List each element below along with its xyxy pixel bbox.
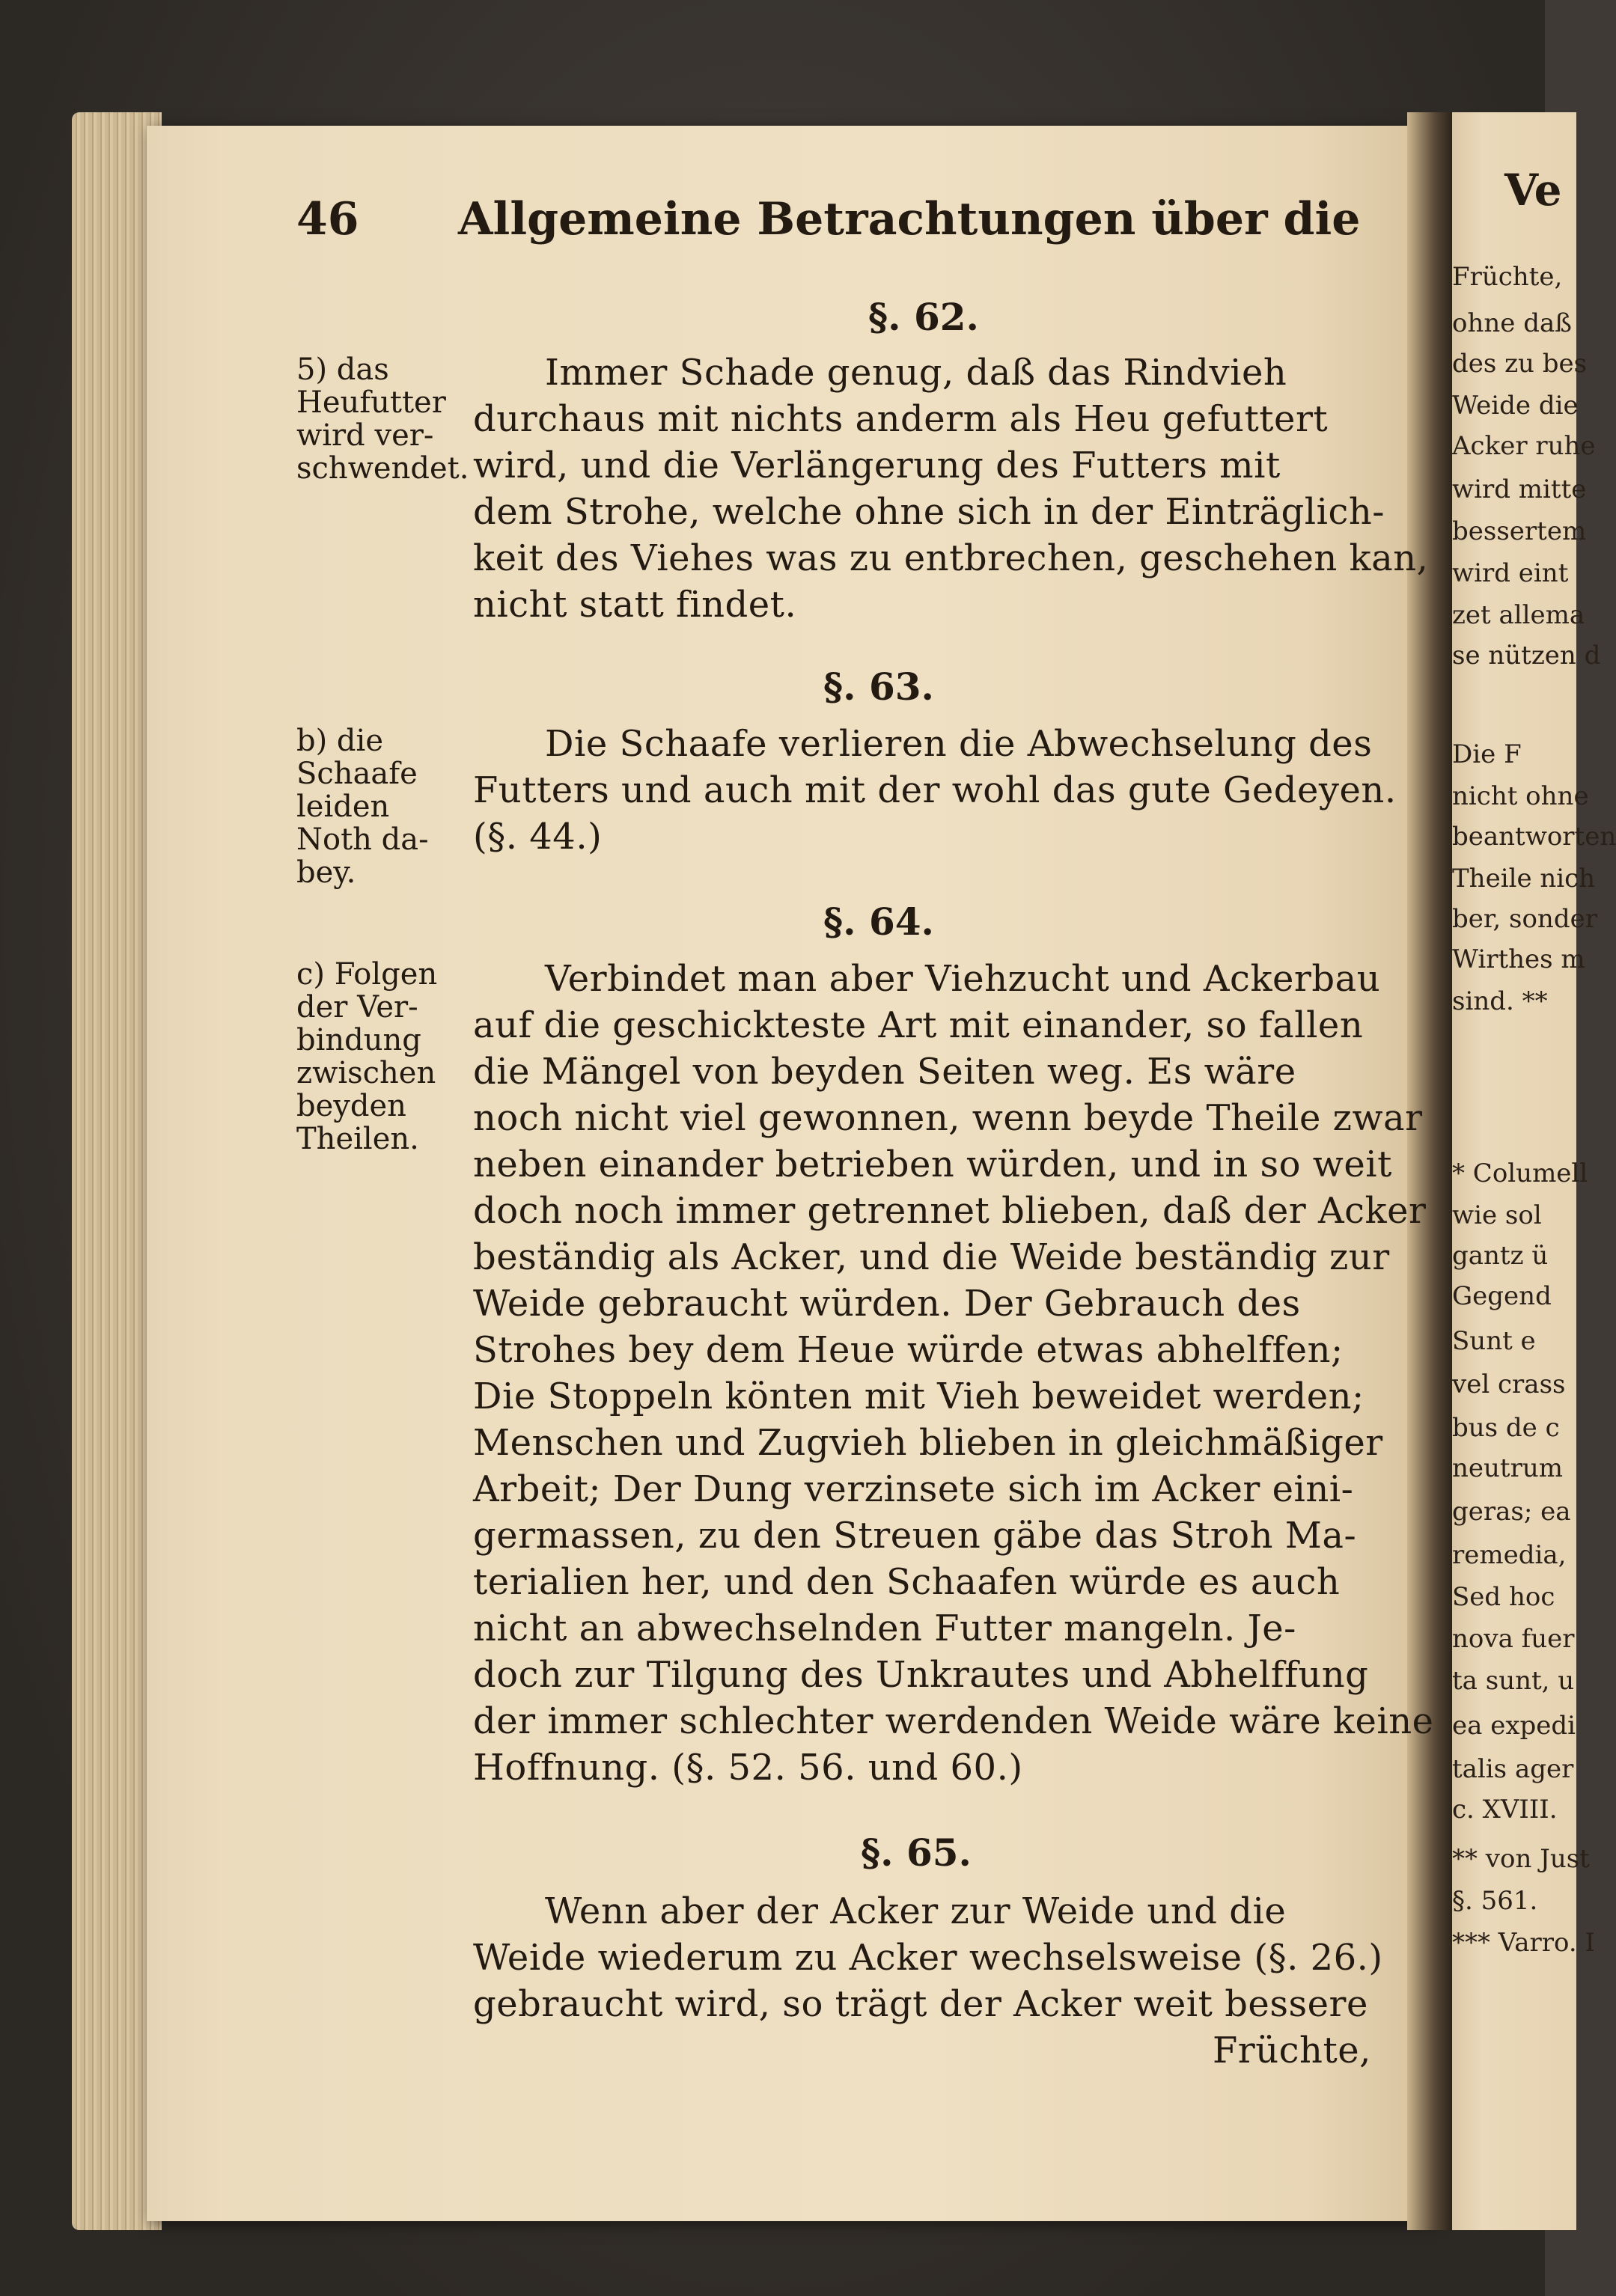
body-line: Weide wiederum zu Acker wechselsweise (§. 26.) [473,1937,1383,1979]
book-gutter [1407,112,1452,2230]
margin-note [296,958,437,1155]
right-page-line: des zu bes [1452,349,1588,379]
margin-note-line: c) Folgen [296,957,438,992]
margin-note-line: leiden [296,790,390,824]
right-page-line: neutrum [1452,1453,1563,1483]
right-page-line: nova fuer [1452,1624,1575,1654]
body-line: Weide gebraucht würden. Der Gebrauch des [473,1283,1301,1325]
right-page-head: Ve [1504,165,1562,216]
body-line: germassen, zu den Streuen gäbe das Stroh Ma- [473,1515,1357,1557]
book-page-right [1442,112,1616,2230]
body-line: doch zur Tilgung des Unkrautes und Abhelffung [473,1654,1369,1696]
margin-note-line: wird ver- [296,418,434,453]
right-page-line: bus de c [1452,1413,1560,1443]
right-page-line: wird mitte [1452,474,1587,504]
right-page-line: Sunt e [1452,1326,1536,1356]
body-line: Futters und auch mit der wohl das gute Gedeyen. [473,769,1397,811]
right-page-line: Weide die [1452,391,1579,421]
body-line: Hoffnung. (§. 52. 56. und 60.) [473,1747,1023,1789]
right-page-line: Wirthes m [1452,944,1585,974]
right-page-line: geras; ea [1452,1497,1571,1527]
body-line: Die Schaafe verlieren die Abwechselung des [545,723,1373,765]
margin-note-line: Schaafe [296,757,418,791]
body-line: keit des Viehes was zu entbrechen, geschehen kan, [473,537,1429,579]
body-line: doch noch immer getrennet blieben, daß der Acker [473,1190,1427,1232]
right-page-line: wird eint [1452,558,1569,588]
right-page-line: Acker ruhe [1452,431,1596,461]
right-page-line: ohne daß [1452,308,1572,338]
margin-note-line: bey. [296,855,356,890]
body-line: auf die geschickteste Art mit einander, so fallen [473,1004,1364,1046]
right-page-line: ea expedi [1452,1711,1576,1741]
margin-note-line: zwischen [296,1056,436,1090]
right-page-line: sind. ** [1452,986,1548,1016]
body-line: Wenn aber der Acker zur Weide und die [545,1890,1287,1932]
body-line: wird, und die Verlängerung des Futters mit [473,445,1281,486]
right-page-line: ta sunt, u [1452,1666,1575,1696]
margin-note-line: Theilen. [296,1122,419,1156]
section-number: §. 64. [823,900,934,944]
section-number: §. 62. [868,295,979,339]
body-line: nicht an abwechselnden Futter mangeln. Je- [473,1607,1296,1649]
right-page-line: §. 561. [1452,1886,1538,1916]
body-line: neben einander betrieben würden, und in so weit [473,1144,1392,1185]
body-line: nicht statt findet. [473,584,797,626]
body-line: noch nicht viel gewonnen, wenn beyde Theile zwar [473,1097,1423,1139]
body-line: Verbindet man aber Viehzucht und Ackerbau [545,958,1381,1000]
right-page-line: remedia, [1452,1540,1567,1570]
running-title: Allgemeine Betrachtungen über die [458,193,1361,245]
right-page-line: Gegend [1452,1281,1552,1311]
right-page-line: *** Varro. I [1452,1928,1595,1958]
body-line: Immer Schade genug, daß das Rindvieh [545,352,1287,394]
right-page-line: * Columell [1452,1158,1588,1188]
right-page-line: vel crass [1452,1370,1566,1399]
body-line: durchaus mit nichts anderm als Heu gefuttert [473,398,1329,440]
margin-note-line: Heufutter [296,385,446,420]
right-page-line: beantworten [1452,822,1616,852]
body-line: Früchte, [1213,2030,1371,2071]
section-number: §. 63. [823,665,934,709]
margin-note-line: der Ver- [296,990,418,1025]
page-number: 46 [296,193,359,245]
body-line: Arbeit; Der Dung verzinsete sich im Acker eini- [473,1468,1354,1510]
body-line: der immer schlechter werdenden Weide wäre keine [473,1700,1434,1742]
margin-note-line: b) die [296,724,383,758]
right-page-line: gantz ü [1452,1241,1549,1271]
right-page-line: nicht ohne [1452,781,1589,811]
margin-note-line: Noth da- [296,822,429,857]
body-line: die Mängel von beyden Seiten weg. Es wäre [473,1051,1296,1093]
body-line: Strohes bey dem Heue würde etwas abhelffen; [473,1329,1344,1371]
right-page-line: ** von Just [1452,1844,1590,1874]
right-page-line: Theile nich [1452,864,1596,894]
right-page-line: zet allema [1452,600,1585,630]
margin-note [296,724,429,889]
margin-note-line: schwendet. [296,451,469,486]
margin-note [296,353,469,485]
body-line: (§. 44.) [473,816,603,858]
right-page-line: c. XVIII. [1452,1795,1558,1825]
body-line: terialien her, und den Schaafen würde es auch [473,1561,1341,1603]
right-page-line: Sed hoc [1452,1582,1555,1612]
margin-note-line: 5) das [296,352,389,387]
right-page-line: talis ager [1452,1754,1574,1784]
right-page-line: wie sol [1452,1200,1542,1230]
body-line: dem Strohe, welche ohne sich in der Einträglich- [473,491,1385,533]
margin-note-line: bindung [296,1023,421,1057]
right-page-line: se nützen d [1452,641,1601,671]
section-number: §. 65. [861,1831,972,1875]
body-line: beständig als Acker, und die Weide beständig zur [473,1236,1390,1278]
right-page-line: bessertem [1452,516,1587,546]
body-line: gebraucht wird, so trägt der Acker weit bessere [473,1983,1368,2025]
margin-note-line: beyden [296,1089,406,1123]
body-line: Die Stoppeln könten mit Vieh beweidet werden; [473,1376,1365,1417]
body-line: Menschen und Zugvieh blieben in gleichmäßiger [473,1422,1383,1464]
right-page-line: ber, sonder [1452,904,1597,934]
right-page-line: Die F [1452,739,1522,769]
right-page-line: Früchte, [1452,262,1563,292]
